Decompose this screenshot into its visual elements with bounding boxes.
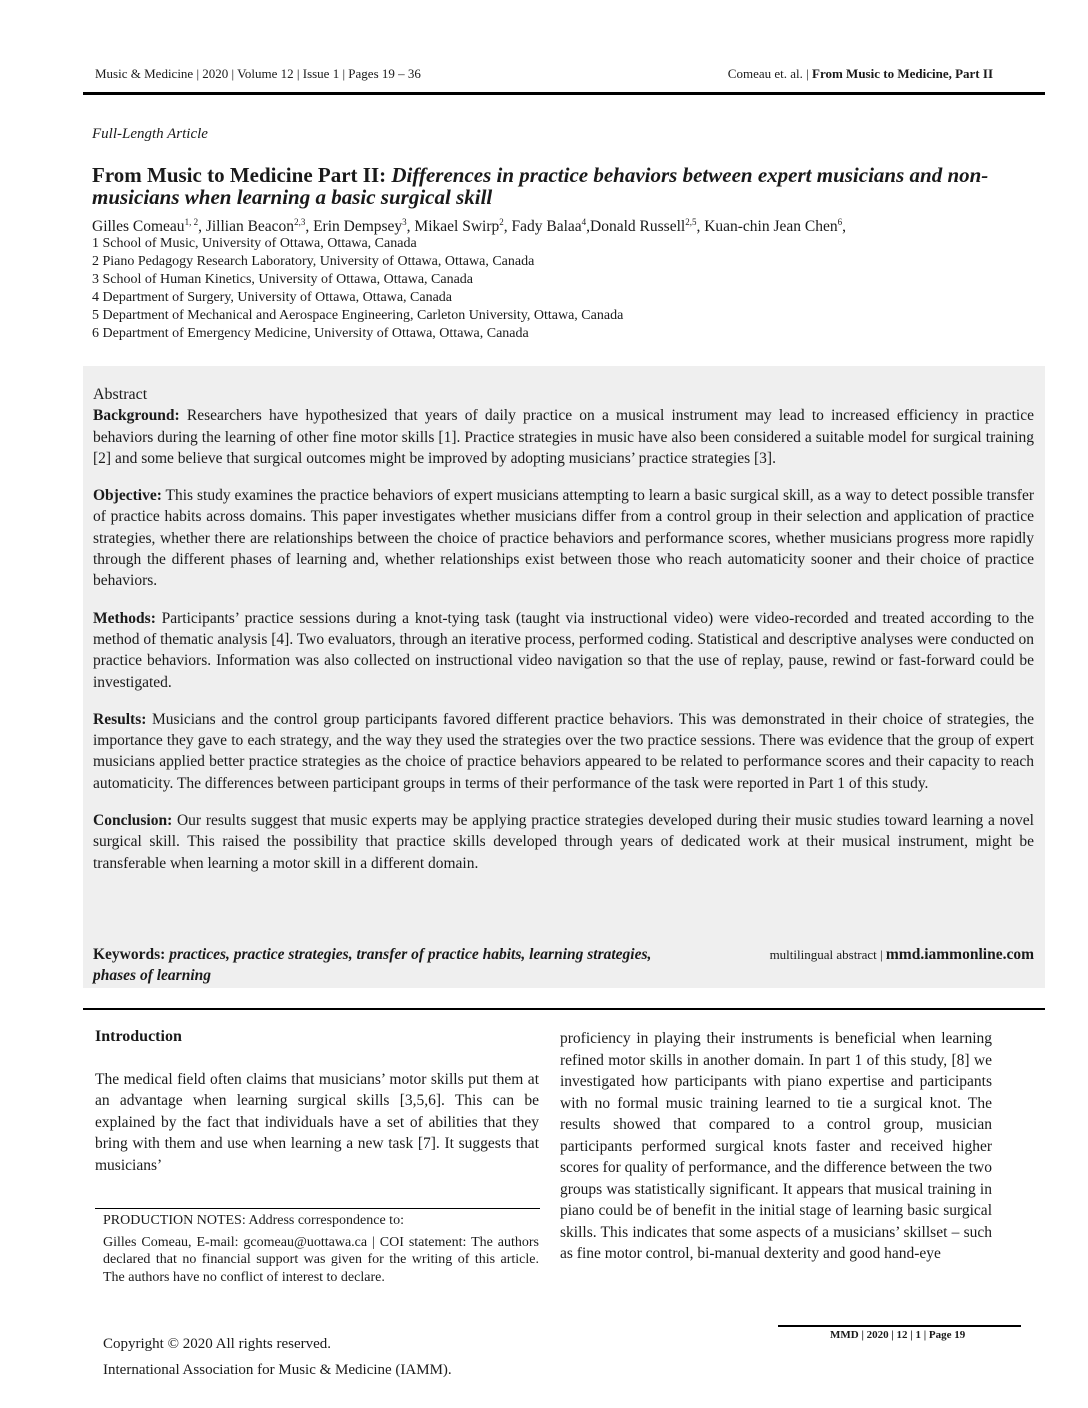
journal-citation: Music & Medicine | 2020 | Volume 12 | Issue 1 | Pages 19 – 36 [95,66,421,81]
abstract-methods: Methods: Participants’ practice sessions during a knot-tying task (taught via instructional video) were video-recorded and treated according to the method of thematic analysis [4]. Two evaluators, through an iterative process, performed coding. Statistical and descriptive analyses were conducted on practice behaviors. Information was also collected on instructional video navigation so that the use of replay, pause, rewind or fast-forward could be investigated. [93,609,1034,691]
abstract-objective: Objective: This study examines the practice behaviors of expert musicians attempting to learn a basic surgical skill, as a way to detect possible transfer of practice habits across domains. This paper investigates whether musicians differ from a control group in their selection and application of practice strategies, whether there are relationships between the choice of practice behaviors and performance scores, whether musicians progress more rapidly through the different phases of learning and, whether relationships exist between those who reach automaticity sooner and their choice of practice behaviors. [93,487,1034,590]
article-type: Full-Length Article [92,126,208,142]
abstract-conclusion: Conclusion: Our results suggest that music experts may be applying practice strategies developed during their music studies toward learning a novel surgical skill. This raised the possibility that practice skills developed through years of dedicated work at their musical instrument, might be transferable when learning a motor skill in a different domain. [93,812,1034,872]
abstract-rule [83,1008,1045,1010]
affiliation: 1 School of Music, University of Ottawa, Ottawa, Canada [92,236,417,251]
keywords-row [93,944,1034,987]
introduction-right-column: proficiency in playing their instruments is beneficial when learning refined motor skills in another domain. In part 1 of this study, [8] we investigated how participants with piano expertise and participants with no formal music training learned to tie a surgical knot. The results showed that compared to a control group, musician participants performed surgical knots faster and received higher scores for quality of performance, and the difference between the two groups was statistically significant. It appears that musical training in piano could be of benefit in the initial stage of learning basic surgical skills. This indicates that some aspects of a musicians’ skillset – such as fine motor control, bi-manual dexterity and good hand-eye [560,1030,992,1262]
production-notes-title: PRODUCTION NOTES: Address correspondence to: [103,1213,404,1228]
abstract-heading: Abstract [93,386,148,403]
copyright-line: Copyright © 2020 All rights reserved. [103,1336,332,1352]
abstract-box [83,366,1045,988]
article-title: From Music to Medicine Part II: Differences in practice behaviors between expert musicians and non-musicians when learning a basic surgical skill [92,163,989,209]
introduction-left-column [95,1026,539,1176]
introduction-heading: Introduction [95,1028,182,1045]
introduction-text-left: The medical field often claims that musicians’ motor skills put them at an advantage when learning surgical skills [3,5,6]. This can be explained by the fact that individuals have a set of abilities that they bring with them and use when learning a new task [7]. It suggests that musicians’ [95,1070,539,1174]
author: Erin Dempsey [313,218,403,236]
author: Mikael Swirp [414,218,500,236]
abstract-body [93,384,1034,890]
author: Jillian Beacon [205,218,295,236]
author: Fady Balaa [511,218,582,236]
affiliation: 6 Department of Emergency Medicine, University of Ottawa, Ottawa, Canada [92,326,529,341]
copyright-block [103,1333,452,1381]
author: Kuan-chin Jean Chen [704,218,838,236]
abstract-background: Background: Researchers have hypothesized that years of daily practice on a musical instrument may lead to increased efficiency in practice behaviors during the learning of other fine motor skills [1]. Practice strategies in music have also been considered a suitable model for surgical training [2] and some believe that surgical outcomes might be improved by adopting musicians’ practice strategies [3]. [93,407,1034,467]
production-notes-body: Gilles Comeau, E-mail: gcomeau@uottawa.ca | COI statement: The authors declared that no financial support was given for the writing of this article. The authors have no conflict of interest to declare. [103,1235,539,1285]
multilingual-abstract-link[interactable]: multilingual abstract | mmd.iammonline.com [769,946,1034,963]
article-subtitle: Differences in practice behaviors between expert musicians and non-musicians when learning a basic surgical skill [92,163,989,209]
page-footer: MMD | 2020 | 12 | 1 | Page 19 [830,1329,966,1341]
affiliation: 5 Department of Mechanical and Aerospace Engineering, Carleton University, Ottawa, Canada [92,308,624,323]
author: Gilles Comeau [92,218,185,236]
footer-rule [778,1325,1021,1327]
production-notes [103,1212,539,1286]
affiliation: 2 Piano Pedagogy Research Laboratory, University of Ottawa, Ottawa, Canada [92,254,535,269]
author: Donald Russell [590,218,686,236]
author-list: Gilles Comeau$^{1, 2}$, Jillian Beacon$^{2,3}$, Erin Dempsey$^3$, Mikael Swirp$^2$, Fady Balaa$^4$,Donald Russell$^{2,5}$, Kuan-chin Jean Chen$^6$, [92,217,846,236]
running-title: Comeau et. al. | From Music to Medicine, Part II [727,66,993,81]
affiliation-list [92,235,623,343]
affiliation: 3 School of Human Kinetics, University of Ottawa, Ottawa, Canada [92,272,474,287]
affiliation: 4 Department of Surgery, University of Ottawa, Ottawa, Canada [92,290,453,305]
keywords: Keywords: practices, practice strategies, transfer of practice habits, learning strategies, phases of learning [93,946,652,985]
abstract-results: Results: Musicians and the control group participants favored different practice behaviors. This was demonstrated in their choice of strategies, the importance they gave to each strategy, and the way they used the strategies over the two practice sessions. There was evidence that the group of expert musicians applied better practice strategies as the choice of practice behaviors appeared to be related to performance scores and their capacity to reach automaticity. The differences between participant groups in terms of their performance of the task were reported in Part 1 of this study. [93,710,1034,792]
header-rule [83,92,1045,95]
publisher-line: International Association for Music & Medicine (IAMM). [103,1362,452,1378]
running-header [95,66,993,84]
notes-rule [95,1208,540,1209]
